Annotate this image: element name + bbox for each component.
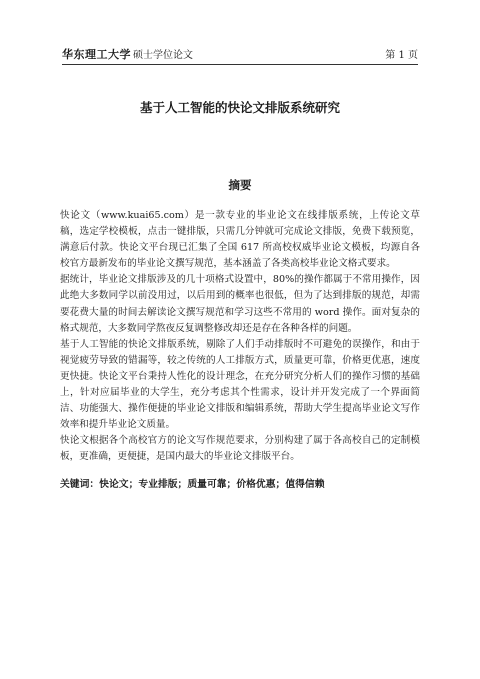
thesis-type: 硕士学位论文: [133, 50, 193, 61]
abstract-heading: 摘要: [228, 178, 252, 192]
abstract-paragraph: 据统计，毕业论文排版涉及的几十项格式设置中，80%的操作都属于不常用操作，因此绝大多数同学以前没用过，以后用到的概率也很低，但为了达到排版的规范，却需要花费大量的时间去解读论文撰写规范和学习这些不常用的 word 操作。面对复杂的格式规范，大多数同学熬夜反复调整修改却还是存在各种各样的问题。: [60, 274, 420, 334]
abstract-body: [60, 208, 420, 466]
header-left: [62, 46, 193, 62]
abstract-paragraph: 快论文（www.kuai65.com）是一款专业的毕业论文在线排版系统，上传论文草稿，选定学校模板，点击一键排版，只需几分钟就可完成论文排版，免费下载预览，满意后付款。快论文平台现已汇集了全国 617 所高校权威毕业论文模板，均源自各校官方最新发布的毕业论文撰写规范，基本涵盖了各类高校毕业论文格式要求。: [60, 210, 420, 270]
page-number: 第 1 页: [385, 50, 418, 61]
abstract-paragraph: 基于人工智能的快论文排版系统，剔除了人们手动排版时不可避免的误操作，和由于视觉疲劳导致的错漏等，较之传统的人工排版方式，质量更可靠，价格更优惠，速度更快捷。快论文平台秉持人性化的设计理念，在充分研究分析人们的操作习惯的基础上，针对应届毕业的大学生，充分考虑其个性需求，设计并开发完成了一个界面简洁、功能强大、操作便捷的毕业论文排版和编辑系统，帮助大学生提高毕业论文写作效率和提升毕业论文质量。: [60, 338, 420, 431]
page-header: [62, 46, 418, 64]
abstract-paragraph: 快论文根据各个高校官方的论文写作规范要求，分别构建了属于各高校自己的定制模板，更准确，更便捷，是国内最大的毕业论文排版平台。: [60, 435, 420, 463]
keywords-line: 关键词：快论文；专业排版；质量可靠；价格优惠；值得信赖: [60, 479, 325, 490]
thesis-title: 基于人工智能的快论文排版系统研究: [139, 100, 340, 115]
school-name: 华东理工大学: [62, 48, 131, 61]
header-rule: [62, 64, 418, 65]
